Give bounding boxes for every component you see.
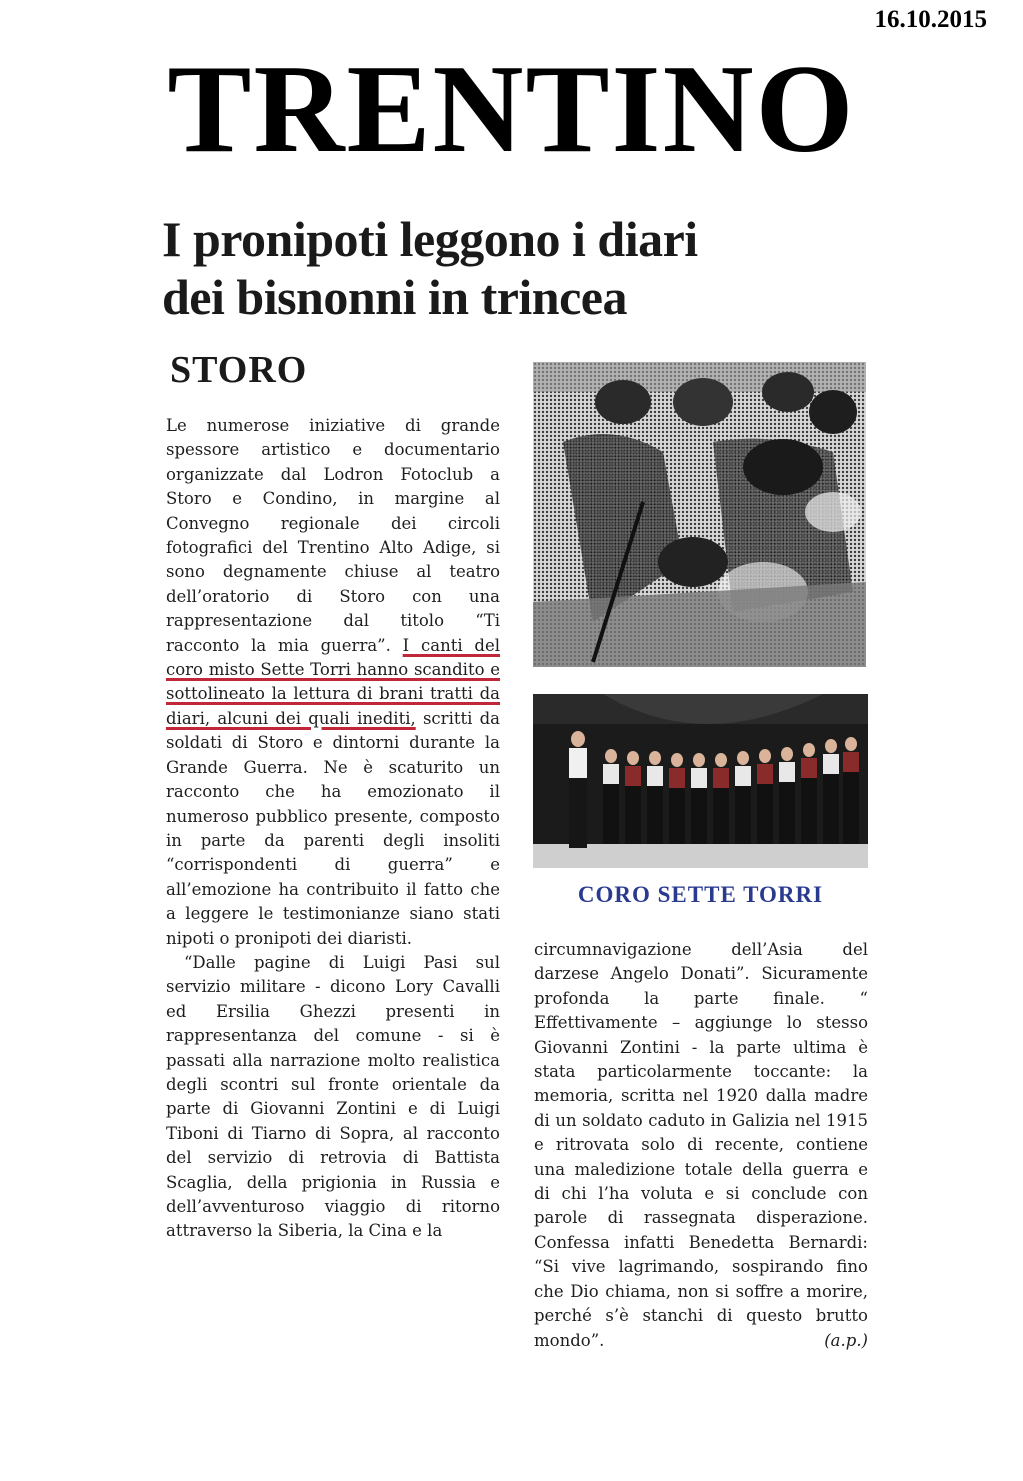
paragraph-3-text: circumnavigazione dell’Asia del darzese Angelo Donati”. Sicuramente profonda la parte finale. “ Effettivamente – aggiunge lo stesso Giovanni Zontini - la parte ultima è stata particolarmente toccante: la memoria, scritta nel 1920 dalla madre di un soldato caduto in Galizia nel 1915 e ritrovata solo di recente, contiene una maledizione totale della guerra e di chi l’ha voluta e si conclude con parole di rassegnata disperazione. Confessa infatti Benedetta Bernardi: “Si vive lagrimando, sospirando fino che Dio chiama, non si soffre a morire, perché s’è stanchi di questo brutto mondo”. — [534, 940, 868, 1350]
paragraph-1-intro: Le numerose iniziative di grande spessore artistico e documentario organizzate dal Lodron Fotoclub a Storo e Condino, in margine al Convegno regionale dei circoli fotografici del Trentino Alto Adige, si sono degnamente chiuse al teatro dell’oratorio di Storo con una rappresentazione dal titolo “Ti racconto la mia guerra”. — [166, 416, 500, 655]
paragraph-1 — [166, 414, 500, 951]
article-headline — [162, 210, 882, 326]
highlighted-passage: I canti del coro misto Sette Torri hanno scandito e sottolineato la lettura di brani tratti da diari, alcuni dei quali inediti, — [166, 635, 501, 728]
publication-date: 16.10.2015 — [874, 6, 987, 33]
trench-photo — [533, 362, 866, 667]
paragraph-1-rest: scritti da soldati di Storo e dintorni durante la Grande Guerra. Ne è scaturito un racconto che ha emozionato il numeroso pubblico presente, composto in parte da parenti degli insoliti “corrispondenti di guerra” e all’emozione ha contribuito il fatto che a leggere le testimonianze siano stati nipoti o pronipoti dei diaristi. — [166, 708, 501, 948]
location-kicker: STORO — [170, 349, 308, 391]
choir-photo-image — [533, 694, 868, 868]
photo-caption: CORO SETTE TORRI — [577, 882, 824, 907]
paragraph-3 — [534, 938, 868, 1353]
headline-line-2: dei bisnonni in trincea — [162, 269, 627, 325]
paragraph-2: “Dalle pagine di Luigi Pasi sul servizio militare - dicono Lory Cavalli ed Ersilia Ghezzi presenti in rappresentanza del comune - si è passati alla narrazione molto realistica degli scontri sul fronte orientale da parte di Giovanni Zontini e di Luigi Tiboni di Tiarno di Sopra, al racconto del servizio di retrovia di Battista Scaglia, della prigionia in Russia e dell’avventuroso viaggio di ritorno attraverso la Siberia, la Cina e la — [166, 952, 500, 1241]
author-signature: (a.p.) — [824, 1330, 868, 1350]
article-column-right — [534, 938, 868, 1353]
article-column-left — [166, 414, 500, 1244]
trench-photo-image — [533, 362, 866, 667]
choir-photo — [533, 694, 868, 868]
headline-line-1: I pronipoti leggono i diari — [162, 211, 698, 267]
newspaper-masthead: TRENTINO — [167, 40, 856, 179]
